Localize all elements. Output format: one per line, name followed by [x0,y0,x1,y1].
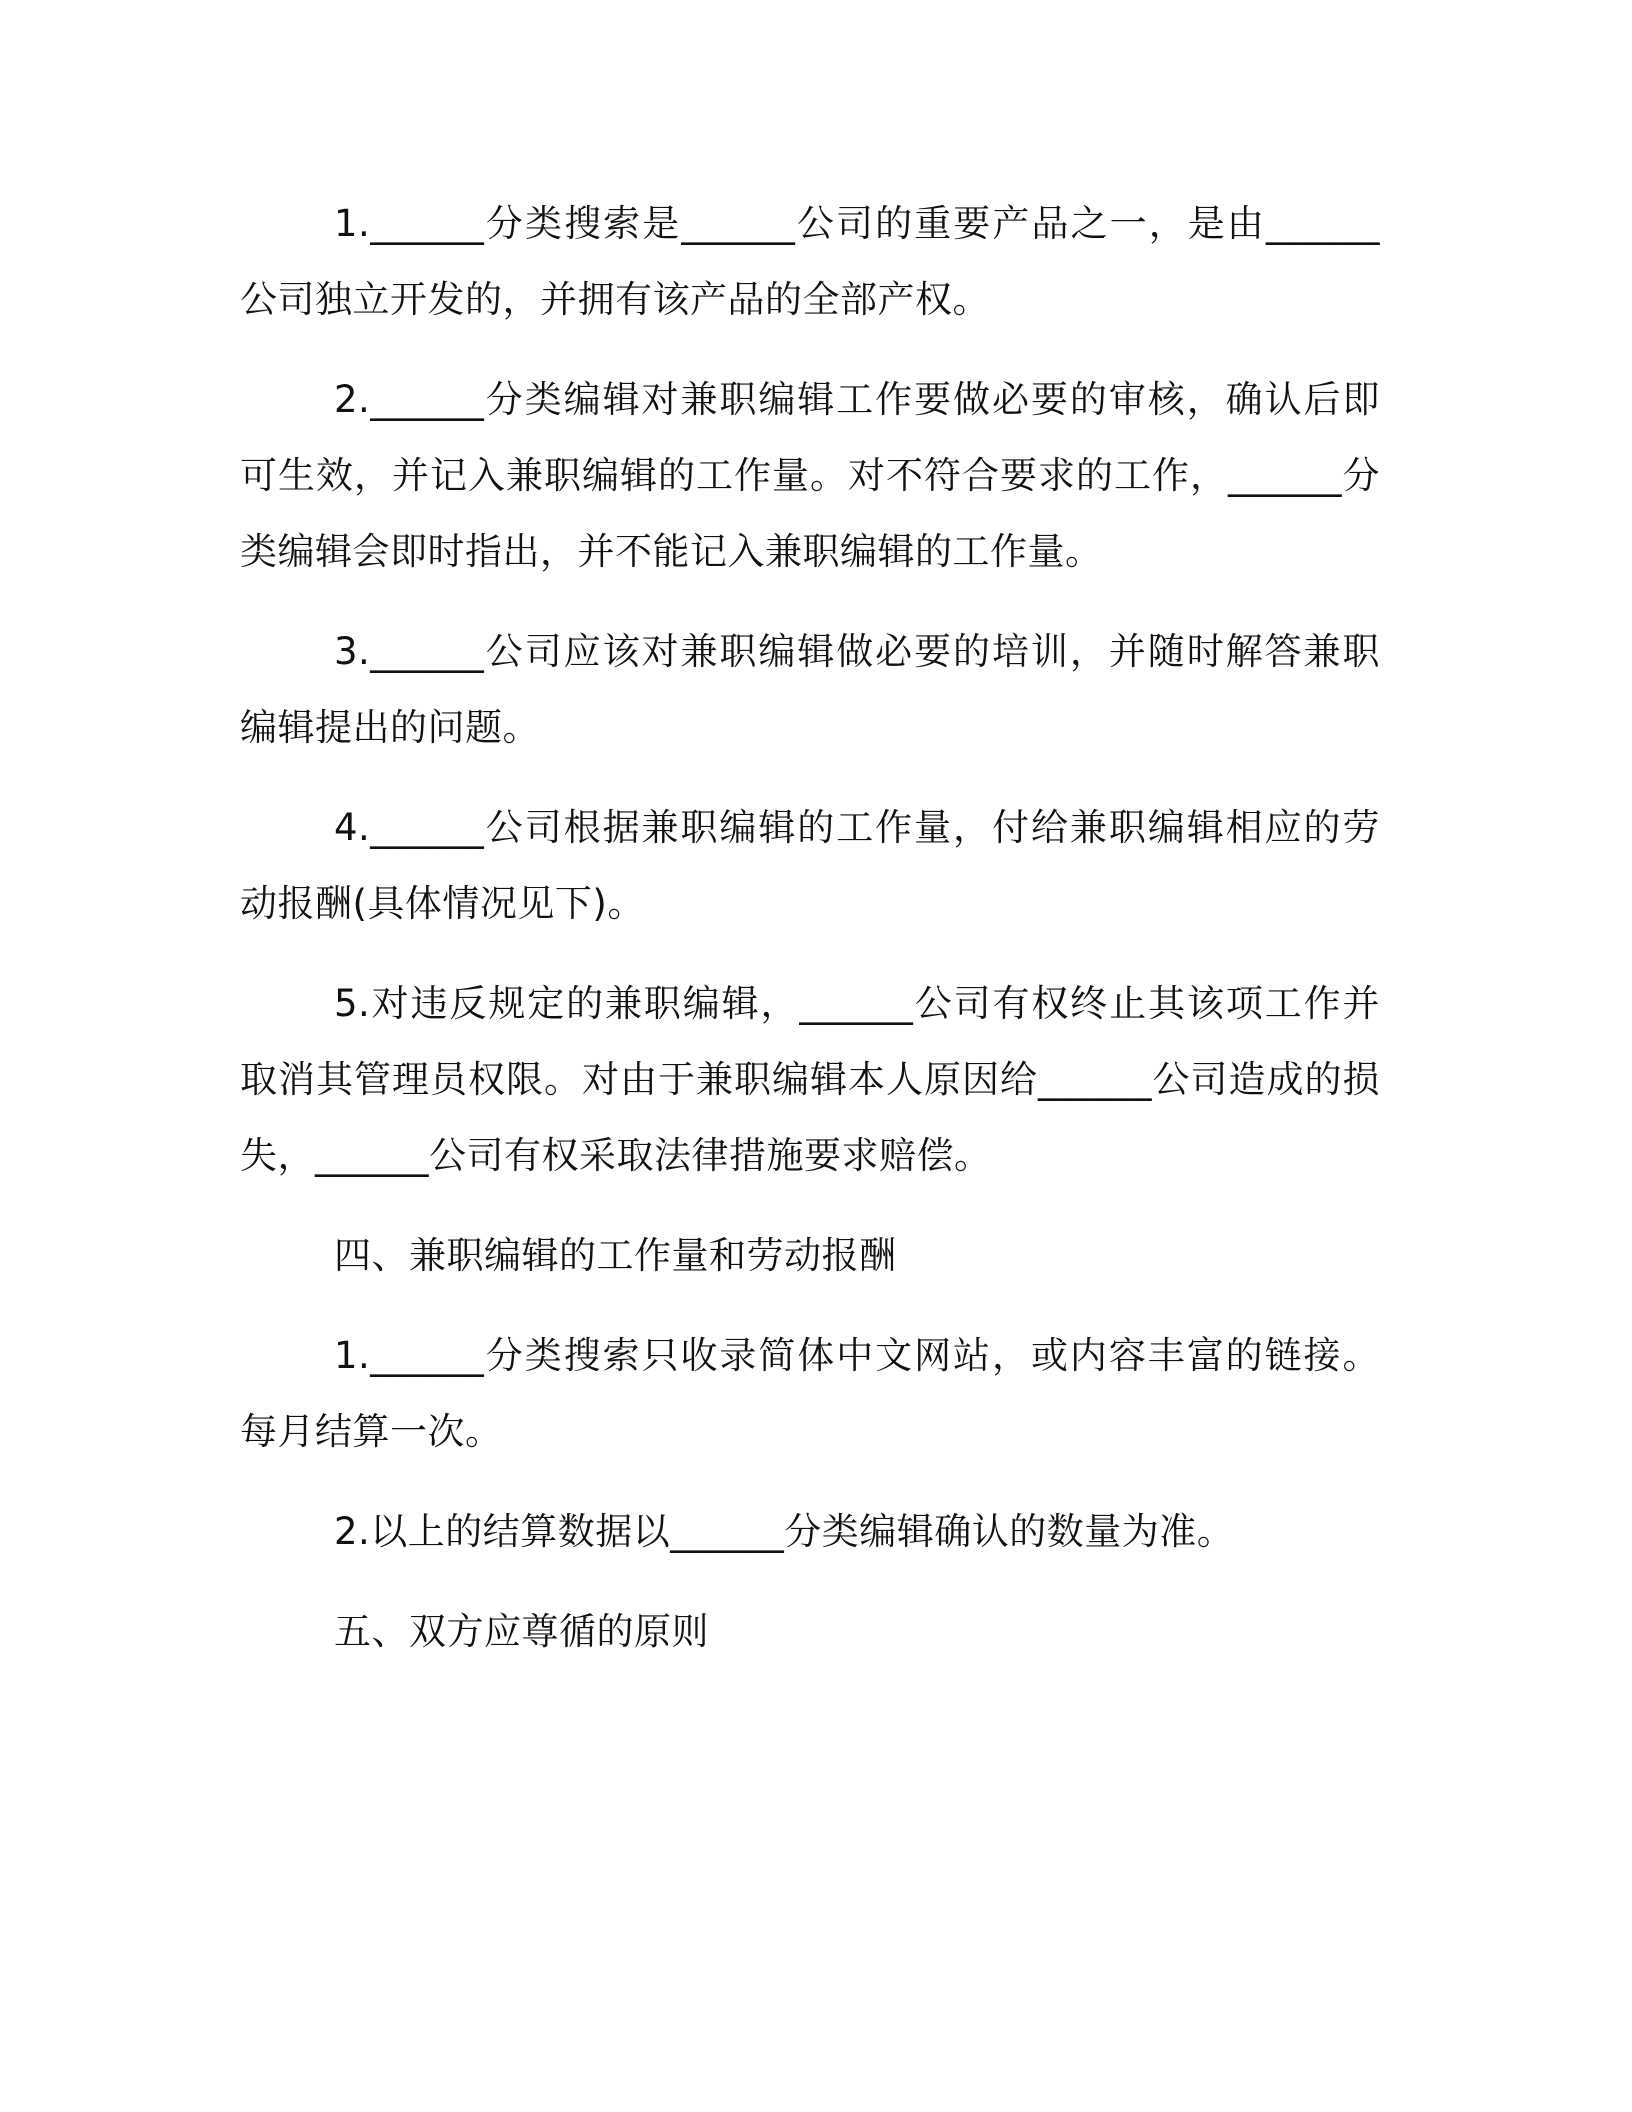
section-heading-4: 四、兼职编辑的工作量和劳动报酬 [334,1234,897,1277]
document-body [240,186,1380,1694]
workload-paragraph-1: 1.______分类搜索只收录简体中文网站，或内容丰富的链接。每月结算一次。 [240,1334,1380,1453]
workload-paragraph-2: 2.以上的结算数据以______分类编辑确认的数量为准。 [334,1510,1235,1553]
clause-paragraph-5: 5.对违反规定的兼职编辑，______公司有权终止其该项工作并取消其管理员权限。对由于兼职编辑本人原因给______公司造成的损失，______公司有权采取法律措施要求赔偿。 [240,982,1380,1177]
clause-paragraph-3: 3.______公司应该对兼职编辑做必要的培训，并随时解答兼职编辑提出的问题。 [240,630,1380,749]
section-heading-5: 五、双方应尊循的原则 [334,1610,709,1653]
clause-paragraph-1: 1.______分类搜索是______公司的重要产品之一，是由______公司独立开发的，并拥有该产品的全部产权。 [240,202,1380,321]
clause-paragraph-2: 2.______分类编辑对兼职编辑工作要做必要的审核，确认后即可生效，并记入兼职编辑的工作量。对不符合要求的工作，______分类编辑会即时指出，并不能记入兼职编辑的工作量。 [240,378,1380,573]
clause-paragraph-4: 4.______公司根据兼职编辑的工作量，付给兼职编辑相应的劳动报酬(具体情况见下)。 [240,806,1380,925]
